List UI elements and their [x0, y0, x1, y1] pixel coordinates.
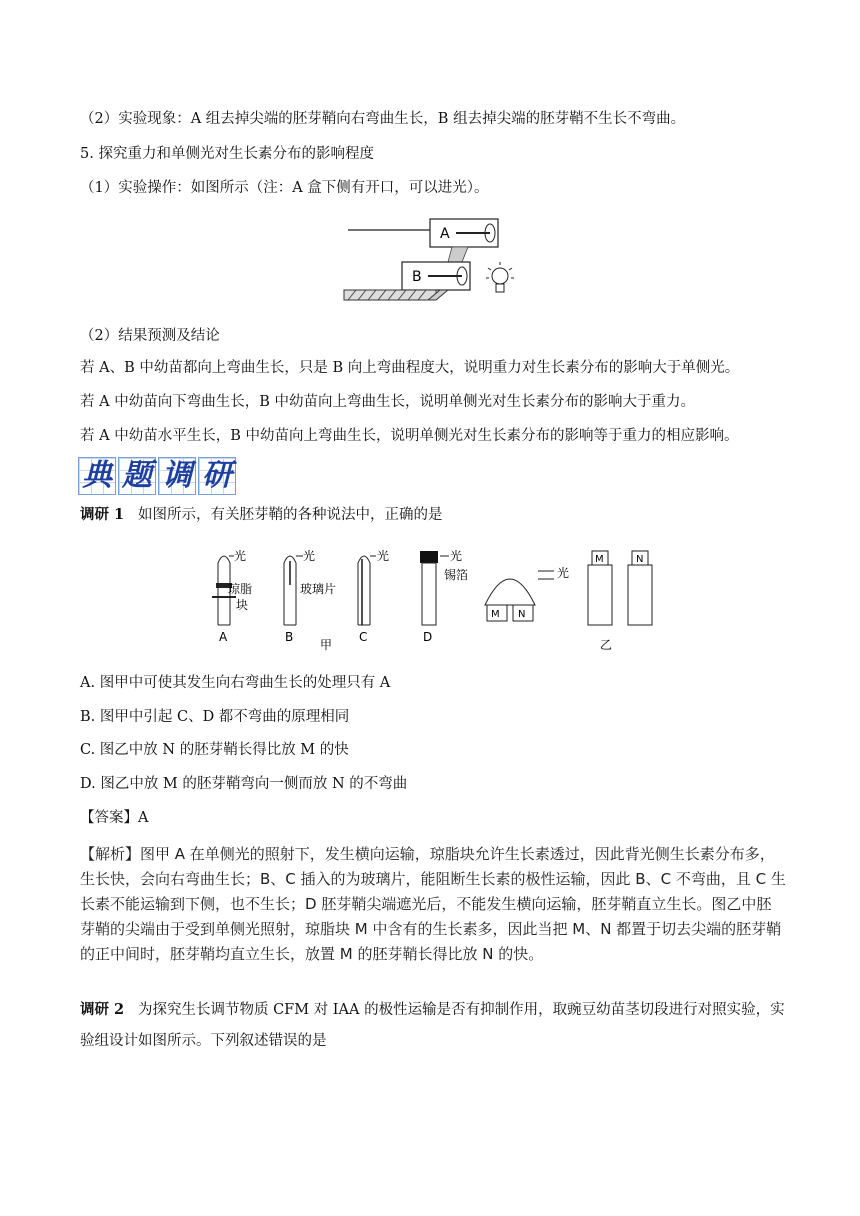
result-3: 若 A 中幼苗水平生长，B 中幼苗向上弯曲生长，说明单侧光对生长素分布的影响等于重力的相应影响。	[80, 428, 739, 444]
light-label: 光	[303, 549, 316, 563]
answer: 【答案】A	[80, 810, 149, 826]
badge-char: 题	[118, 457, 156, 495]
question-stem: 为探究生长调节物质 CFM 对 IAA 的极性运输是否有抑制作用，取豌豆幼苗茎切段进行对照实验，实	[137, 1002, 785, 1018]
box-a-label: A	[440, 226, 450, 242]
light-label: 光	[450, 549, 463, 563]
operation-text: （1）实验操作：如图所示（注：A 盒下侧有开口，可以进光）。	[80, 180, 489, 196]
section-heading: 5. 探究重力和单侧光对生长素分布的影响程度	[80, 146, 374, 162]
result-2: 若 A 中幼苗向下弯曲生长，B 中幼苗向上弯曲生长，说明单侧光对生长素分布的影响大于重力。	[80, 394, 695, 410]
option-b: B. 图甲中引起 C、D 都不弯曲的原理相同	[80, 709, 350, 725]
question-1	[80, 505, 442, 525]
box-b-label: B	[412, 269, 422, 285]
option-a: A. 图甲中可使其发生向右弯曲生长的处理只有 A	[80, 675, 391, 691]
badge-char: 研	[198, 457, 236, 495]
explanation-line: 【解析】图甲 A 在单侧光的照射下，发生横向运输，琼脂块允许生长素透过，因此背光侧生长素分布多，	[80, 845, 775, 863]
result-1: 若 A、B 中幼苗都向上弯曲生长，只是 B 向上弯曲程度大，说明重力对生长素分布的影响大于单侧光。	[80, 360, 740, 376]
block-label: 块	[236, 598, 249, 612]
label-b: B	[285, 630, 294, 644]
label-d: D	[423, 630, 433, 644]
badge-char: 典	[78, 457, 116, 495]
explanation-line: 的正中间时，胚芽鞘均直立生长，放置 M 的胚芽鞘长得比放 N 的快。	[80, 945, 544, 963]
foil-label: 锡箔	[444, 568, 469, 582]
label-a: A	[219, 630, 228, 644]
section-badge	[78, 457, 236, 495]
explanation-line: 芽鞘的尖端由于受到单侧光照射，琼脂块 M 中含有的生长素多，因此当把 M、N 都置于切去尖端的胚芽鞘	[80, 920, 782, 938]
light-label: 光	[234, 549, 247, 563]
option-d: D. 图乙中放 M 的胚芽鞘弯向一侧而放 N 的不弯曲	[80, 776, 408, 792]
question-stem: 如图所示，有关胚芽鞘的各种说法中，正确的是	[137, 507, 443, 523]
question-label: 调研 1	[80, 506, 125, 523]
observation-text: （2）实验现象：A 组去掉尖端的胚芽鞘向右弯曲生长，B 组去掉尖端的胚芽鞘不生长不弯曲。	[80, 111, 686, 127]
n-label: N	[518, 609, 526, 620]
option-c: C. 图乙中放 N 的胚芽鞘长得比放 M 的快	[80, 742, 349, 758]
explanation	[80, 842, 800, 967]
gravity-light-figure	[340, 212, 530, 308]
m-label: M	[595, 554, 604, 565]
badge-char: 调	[158, 457, 196, 495]
question-2-cont: 验组设计如图所示。下列叙述错误的是	[80, 1033, 327, 1049]
glass-label: 玻璃片	[300, 582, 337, 596]
group-2-label: 乙	[600, 638, 613, 652]
coleoptile-figure	[200, 545, 660, 660]
label-c: C	[359, 630, 368, 644]
agar-label: 琼脂	[228, 582, 253, 596]
result-heading: （2）结果预测及结论	[80, 328, 220, 344]
light-label: 光	[377, 549, 390, 563]
explanation-line: 长素不能运输到下侧，也不生长；D 胚芽鞘尖端遮光后，不能发生横向运输，胚芽鞘直立生长。图乙中胚	[80, 895, 772, 913]
n-label: N	[636, 554, 644, 565]
question-2	[80, 1000, 785, 1020]
question-label: 调研 2	[80, 1001, 125, 1018]
group-1-label: 甲	[320, 638, 333, 652]
light-label: 光	[557, 566, 570, 580]
explanation-line: 生长快，会向右弯曲生长；B、C 插入的为玻璃片，能阻断生长素的极性运输，因此 B、C 不弯曲，且 C 生	[80, 870, 786, 888]
m-label: M	[491, 609, 500, 620]
light-bulb-icon	[486, 262, 514, 292]
